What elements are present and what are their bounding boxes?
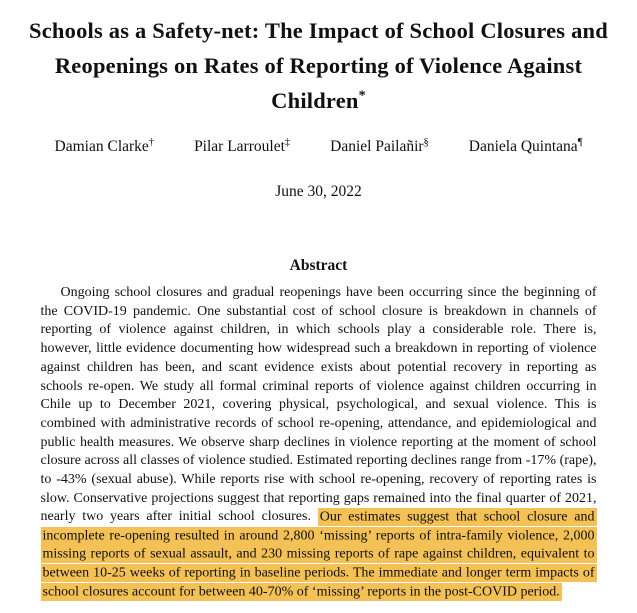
author-name: Daniela Quintana (468, 138, 578, 155)
author-list (0, 137, 637, 157)
abstract-text (41, 284, 597, 602)
author-pilar-larroulet (194, 137, 290, 157)
paper-page (0, 13, 637, 613)
abstract-text-plain: Ongoing school closures and gradual reopenings have been occurring since the beginning of the COVID-19 pandemic. One substantial cost of school closure is breakdown in channels of reporting of violence against children, in which schools play a considerable role. There is, however, little evidence documenting how widespread such a breakdown in reporting of violence against children has been, and scant evidence exists about potential recovery in reporting as schools re-open. We study all formal criminal reports of violence against children occurring in Chile up to December 2021, covering physical, psychological, and sexual violence. This is combined with administrative records of school re-opening, attendance, and epidemiological and public health measures. We observe sharp declines in violence reporting at the moment of school closure across all classes of violence studied. Estimated reporting declines range from -17% (rape), to -43% (sexual abuse). While reports rise with school re-opening, recovery of reporting rates is slow. Conservative projections suggest that reporting gaps remained into the final quarter of 2021, nearly two years after initial school closures. (40, 285, 597, 525)
abstract-heading: Abstract (289, 257, 348, 274)
author-damian-clarke (55, 137, 155, 157)
author-name: Damian Clarke (54, 138, 149, 155)
abstract-highlight: Our estimates suggest that school closure and incomplete re-opening resulted in around 2,800 ‘missing’ reports of intra-family violence, 2,000 missing reports of sexual assault, and 230 missing reports of rape against children, equivalent to between 10-25 weeks of reporting in baseline periods. The immediate and longer term impacts of school closures account for between 40-70% of ‘missing’ reports in the post-COVID period. (42, 509, 595, 600)
paper-title (26, 13, 611, 118)
title-footnote-marker: * (358, 88, 366, 104)
author-daniela-quintana (469, 137, 583, 157)
paper-date: June 30, 2022 (275, 183, 362, 200)
author-footnote-marker: § (423, 136, 429, 148)
author-daniel-pailanir (330, 137, 429, 157)
author-footnote-marker: † (148, 136, 155, 148)
author-name: Pilar Larroulet (194, 138, 285, 155)
paper-title-text: Schools as a Safety-net: The Impact of School Closures and Reopenings on Rates of Reporting of Violence Against Children (29, 18, 608, 113)
author-footnote-marker: ¶ (577, 136, 583, 148)
author-name: Daniel Pailañir (330, 138, 424, 155)
author-footnote-marker: ‡ (284, 136, 291, 148)
